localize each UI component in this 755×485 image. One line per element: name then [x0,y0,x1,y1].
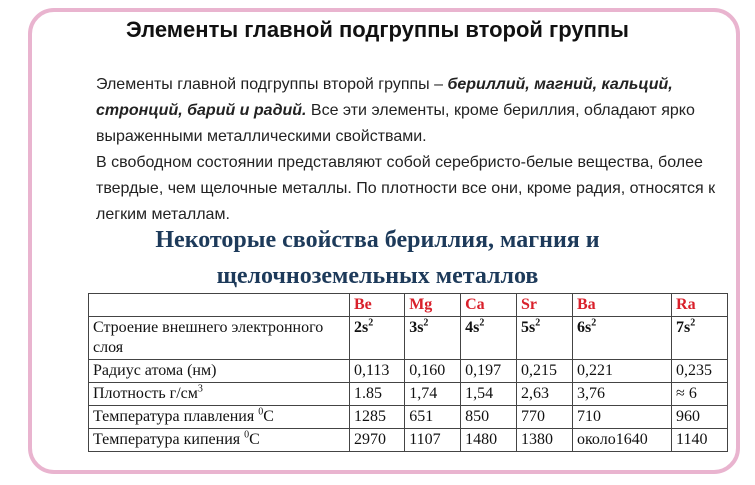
table-cell: $6s^2$ [572,317,671,360]
header-empty-cell [89,294,350,317]
table-cell: 2970 [350,429,405,452]
table-cell: 1285 [350,406,405,429]
table-title: Некоторые свойства бериллия, магния и щелочноземельных металлов [155,227,600,289]
table-cell: $5s^2$ [517,317,573,360]
table-row [89,360,728,383]
slide-title: Элементы главной подгруппы второй группы [126,17,629,42]
table-cell: 0,235 [672,360,728,383]
table-cell: 1480 [461,429,517,452]
table-cell: 710 [572,406,671,429]
element-symbol: Ra [672,294,728,317]
row-label: Строение внешнего электронного слоя [89,317,350,360]
row-label: Радиус атома (нм) [89,360,350,383]
table-cell: $3s^2$ [405,317,461,360]
table-cell: 1.85 [350,383,405,406]
table-cell: 1,54 [461,383,517,406]
paragraph-2: В свободном состоянии представляют собой серебристо-белые вещества, более твердые, чем щелочные металлы. По плотности все они, кроме радия, относятся к легким металлам. [96,154,716,223]
table-cell: 2,63 [517,383,573,406]
table-cell: 1380 [517,429,573,452]
element-symbol: Be [350,294,405,317]
table-row [89,429,728,452]
table-cell: ≈ 6 [672,383,728,406]
element-symbol: Sr [517,294,573,317]
table-cell: 3,76 [572,383,671,406]
element-symbol: Ba [572,294,671,317]
table-cell: около1640 [572,429,671,452]
table-cell: 0,160 [405,360,461,383]
table-cell: 651 [405,406,461,429]
table-cell: 1107 [405,429,461,452]
table-cell: 770 [517,406,573,429]
table-row [89,383,728,406]
table-cell: 0,197 [461,360,517,383]
element-symbol: Mg [405,294,461,317]
table-cell: 850 [461,406,517,429]
paragraph-1-lead: Элементы главной подгруппы второй группы – [96,76,448,93]
table-cell: $2s^2$ [350,317,405,360]
paragraph-1-rest: Все эти элементы, кроме бериллия, обладают ярко выраженными металлическими свойствами. [96,102,695,145]
table-cell: 0,113 [350,360,405,383]
row-label: Плотность $г/см^3$ [89,383,350,406]
paragraph-1 [96,72,716,150]
table-header-row [89,294,728,317]
table-cell: $7s^2$ [672,317,728,360]
table-row [89,317,728,360]
table-cell: 1140 [672,429,728,452]
table-cell: 1,74 [405,383,461,406]
table-row [89,406,728,429]
table-cell: 0,221 [572,360,671,383]
table-cell: 0,215 [517,360,573,383]
row-label: Температура кипения $^0$C [89,429,350,452]
intro-paragraph [96,72,716,228]
properties-table [88,293,728,452]
element-symbol: Ca [461,294,517,317]
row-label: Температура плавления $^0$C [89,406,350,429]
table-cell: $4s^2$ [461,317,517,360]
table-cell: 960 [672,406,728,429]
paragraph-1-elements: бериллий, магний, кальций, стронций, барий и радий. [96,76,673,119]
